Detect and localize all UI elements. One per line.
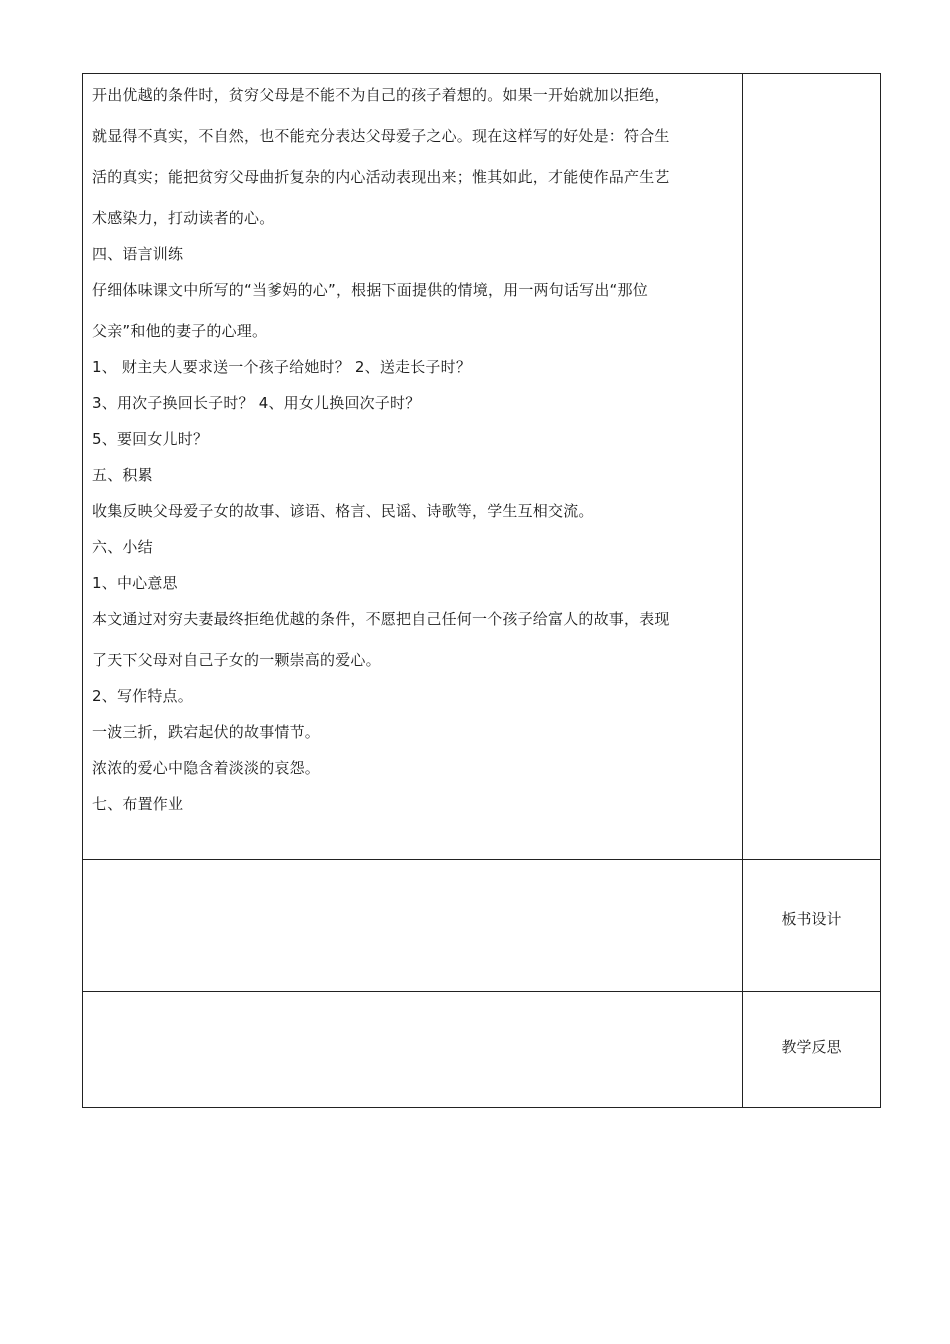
- lesson-side-cell: [743, 74, 881, 860]
- lesson-line: 1、 财主夫人要求送一个孩子给她时？ 2、送走长子时？: [92, 358, 472, 376]
- lesson-line: 就显得不真实，不自然，也不能充分表达父母爱子之心。现在这样写的好处是：符合生: [92, 127, 670, 145]
- lesson-line: 2、写作特点。: [92, 687, 193, 705]
- lesson-line: 一波三折，跌宕起伏的故事情节。: [92, 723, 321, 741]
- lesson-line: 开出优越的条件时，贫穷父母是不能不为自己的孩子着想的。如果一开始就加以拒绝，: [92, 86, 670, 104]
- teaching-reflection-label: 教学反思: [743, 992, 881, 1108]
- lesson-line: 仔细体味课文中所写的“当爹妈的心”，根据下面提供的情境，用一两句话写出“那位: [92, 281, 648, 299]
- lesson-line: 五、积累: [92, 466, 153, 484]
- lesson-content-row: [83, 74, 881, 860]
- lesson-line: 浓浓的爱心中隐含着淡淡的哀怨。: [92, 759, 321, 777]
- lesson-line: 四、语言训练: [92, 245, 184, 263]
- lesson-line: 3、用次子换回长子时？ 4、用女儿换回次子时？: [92, 394, 421, 412]
- lesson-line: 活的真实；能把贫穷父母曲折复杂的内心活动表现出来；惟其如此，才能使作品产生艺: [92, 168, 670, 186]
- lesson-line: 七、布置作业: [92, 795, 184, 813]
- lesson-line: 六、小结: [92, 538, 153, 556]
- board-design-content-cell: [83, 860, 743, 992]
- lesson-line: 本文通过对穷夫妻最终拒绝优越的条件，不愿把自己任何一个孩子给富人的故事，表现: [92, 610, 670, 628]
- lesson-plan-table: [82, 73, 881, 1108]
- board-design-label: 板书设计: [743, 860, 881, 992]
- lesson-text-body: [83, 74, 742, 825]
- teaching-reflection-row: [83, 992, 881, 1108]
- lesson-line: 父亲”和他的妻子的心理。: [92, 322, 268, 340]
- lesson-line: 5、要回女儿时？: [92, 430, 209, 448]
- lesson-line: 术感染力，打动读者的心。: [92, 209, 275, 227]
- lesson-line: 收集反映父母爱子女的故事、谚语、格言、民谣、诗歌等，学生互相交流。: [92, 502, 594, 520]
- teaching-reflection-content-cell: [83, 992, 743, 1108]
- lesson-content-cell: [83, 74, 743, 860]
- board-design-row: [83, 860, 881, 992]
- lesson-line: 了天下父母对自己子女的一颗崇高的爱心。: [92, 651, 381, 669]
- lesson-line: 1、中心意思: [92, 574, 178, 592]
